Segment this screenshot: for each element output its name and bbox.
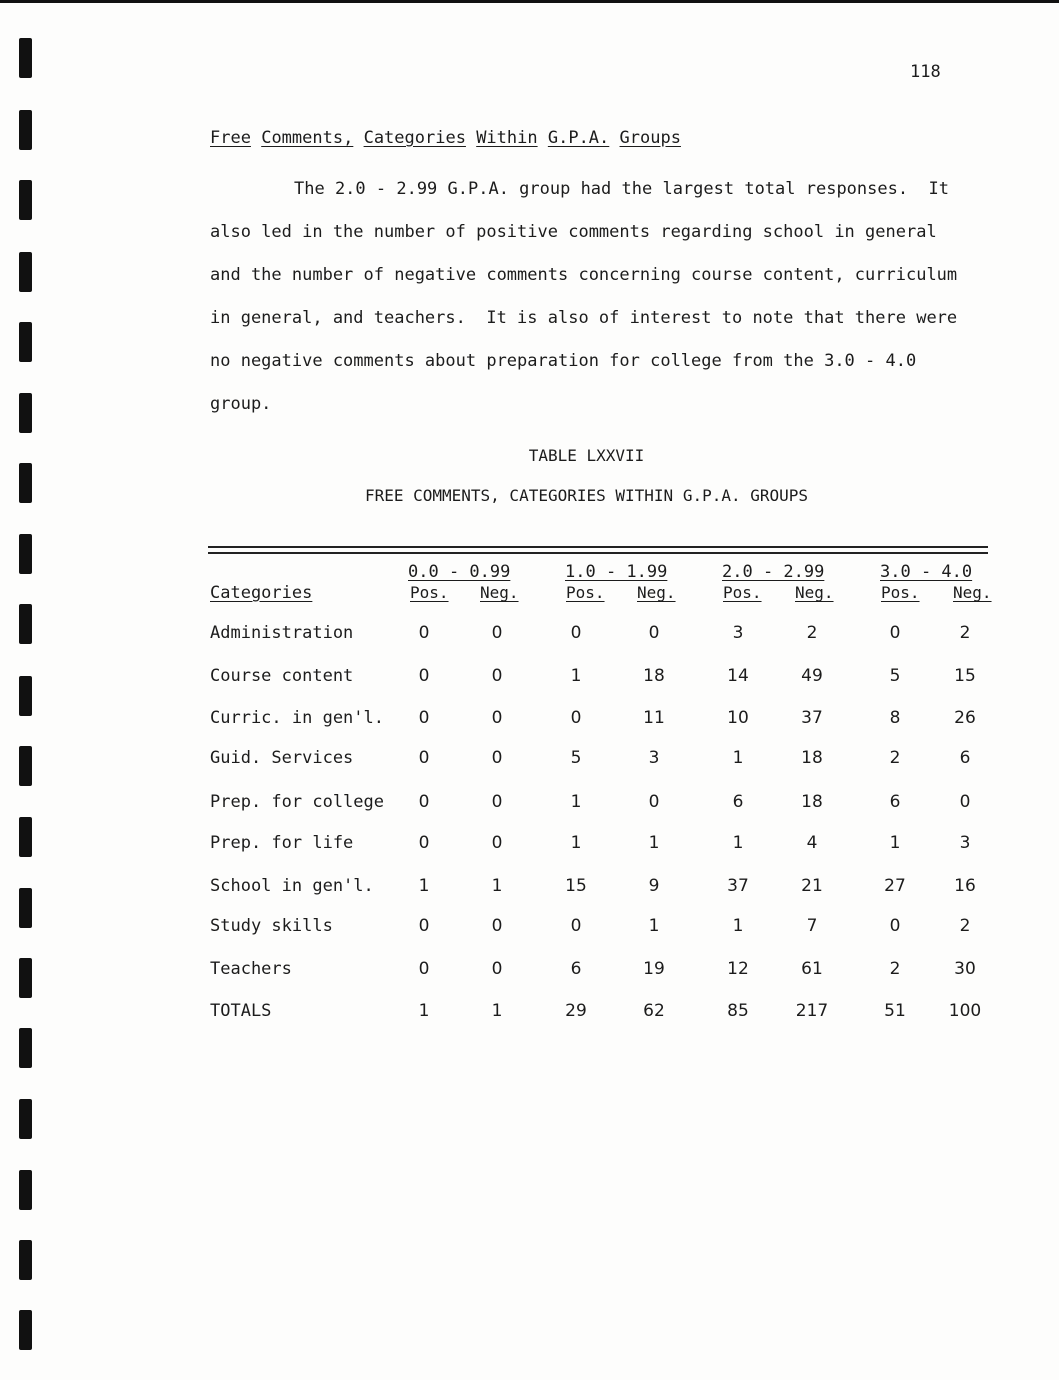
binding-hole (19, 1310, 32, 1350)
gpa-group-header: 2.0 - 2.99 (722, 562, 825, 582)
pos-subheader: Pos. (881, 583, 920, 602)
table-top-rule (208, 546, 988, 548)
gpa-group-header: 1.0 - 1.99 (565, 562, 668, 582)
cell-value: 0 (570, 623, 582, 643)
cell-value: 0 (418, 833, 430, 853)
row-category: TOTALS (210, 1001, 272, 1021)
table-row-totals (0, 1001, 1059, 1031)
cell-value: 7 (806, 916, 818, 936)
cell-value: 0 (491, 748, 503, 768)
cell-value: 1 (648, 916, 660, 936)
row-category: Teachers (210, 959, 292, 979)
cell-value: 15 (954, 666, 976, 686)
cell-value: 0 (570, 708, 582, 728)
cell-value: 8 (889, 708, 901, 728)
table-top-rule (208, 552, 988, 554)
cell-value: 0 (491, 666, 503, 686)
cell-value: 49 (801, 666, 823, 686)
cell-value: 0 (418, 748, 430, 768)
cell-value: 18 (643, 666, 665, 686)
cell-value: 0 (491, 833, 503, 853)
cell-value: 12 (727, 959, 749, 979)
paragraph-line: group. (210, 394, 272, 414)
gpa-group-header: 0.0 - 0.99 (408, 562, 511, 582)
paragraph-line: and the number of negative comments concerning course content, curriculum (210, 265, 958, 285)
row-category: Prep. for college (210, 792, 384, 812)
cell-value: 1 (491, 876, 503, 896)
table-row (0, 792, 1059, 822)
cell-value: 21 (801, 876, 823, 896)
row-category: Curric. in gen'l. (210, 708, 384, 728)
cell-value: 10 (727, 708, 749, 728)
cell-value: 14 (727, 666, 749, 686)
cell-value: 6 (732, 792, 744, 812)
cell-value: 3 (648, 748, 660, 768)
row-category: School in gen'l. (210, 876, 374, 896)
cell-value: 4 (806, 833, 818, 853)
row-category: Administration (210, 623, 354, 643)
table-row (0, 959, 1059, 989)
cell-value: 0 (418, 916, 430, 936)
cell-value: 85 (727, 1001, 749, 1021)
row-category: Course content (210, 666, 354, 686)
cell-value: 1 (732, 833, 744, 853)
table-row (0, 833, 1059, 863)
cell-value: 37 (801, 708, 823, 728)
cell-value: 5 (889, 666, 901, 686)
paragraph-line: in general, and teachers. It is also of interest to note that there were (210, 308, 958, 328)
binding-hole (19, 110, 32, 150)
neg-subheader: Neg. (480, 583, 519, 602)
table-row (0, 876, 1059, 906)
heading-word: G.P.A. (547, 128, 610, 148)
neg-subheader: Neg. (795, 583, 834, 602)
cell-value: 6 (959, 748, 971, 768)
cell-value: 26 (954, 708, 976, 728)
cell-value: 61 (801, 959, 823, 979)
cell-value: 0 (491, 708, 503, 728)
paragraph-line: no negative comments about preparation for college from the 3.0 - 4.0 (210, 351, 917, 371)
cell-value: 1 (732, 916, 744, 936)
heading-word: Groups (619, 128, 681, 148)
row-category: Prep. for life (210, 833, 354, 853)
table-title: FREE COMMENTS, CATEGORIES WITHIN G.P.A. GROUPS (364, 486, 809, 505)
cell-value: 1 (570, 833, 582, 853)
paragraph-line: also led in the number of positive comments regarding school in general (210, 222, 937, 242)
cell-value: 2 (959, 623, 971, 643)
cell-value: 1 (491, 1001, 503, 1021)
cell-value: 1 (570, 666, 582, 686)
cell-value: 62 (643, 1001, 665, 1021)
cell-value: 100 (948, 1001, 982, 1021)
cell-value: 51 (884, 1001, 906, 1021)
cell-value: 27 (884, 876, 906, 896)
cell-value: 0 (418, 623, 430, 643)
cell-value: 0 (418, 666, 430, 686)
pos-subheader: Pos. (566, 583, 605, 602)
page-number: 118 (910, 62, 941, 82)
cell-value: 0 (418, 708, 430, 728)
binding-hole (19, 1240, 32, 1280)
cell-value: 0 (648, 623, 660, 643)
cell-value: 0 (418, 792, 430, 812)
cell-value: 6 (570, 959, 582, 979)
cell-value: 5 (570, 748, 582, 768)
row-category: Study skills (210, 916, 333, 936)
cell-value: 30 (954, 959, 976, 979)
cell-value: 0 (491, 916, 503, 936)
cell-value: 0 (570, 916, 582, 936)
cell-value: 1 (889, 833, 901, 853)
gpa-group-header: 3.0 - 4.0 (880, 562, 973, 582)
table-row (0, 666, 1059, 696)
binding-hole (19, 1170, 32, 1210)
section-heading (210, 128, 681, 148)
row-category: Guid. Services (210, 748, 354, 768)
heading-word: Comments, (261, 128, 354, 148)
cell-value: 2 (889, 959, 901, 979)
cell-value: 1 (418, 876, 430, 896)
binding-hole (19, 322, 32, 362)
cell-value: 6 (889, 792, 901, 812)
cell-value: 15 (565, 876, 587, 896)
heading-word: Within (476, 128, 538, 148)
page-top-edge (0, 0, 1059, 3)
cell-value: 1 (732, 748, 744, 768)
cell-value: 0 (889, 916, 901, 936)
binding-hole (19, 180, 32, 220)
cell-value: 0 (889, 623, 901, 643)
table-row (0, 623, 1059, 653)
body-paragraph (210, 168, 990, 426)
cell-value: 9 (648, 876, 660, 896)
cell-value: 0 (491, 623, 503, 643)
table-number: TABLE LXXVII (528, 446, 645, 465)
cell-value: 16 (954, 876, 976, 896)
paragraph-line: The 2.0 - 2.99 G.P.A. group had the largest total responses. It (294, 179, 950, 199)
heading-word: Free (210, 128, 251, 148)
cell-value: 2 (959, 916, 971, 936)
cell-value: 0 (491, 959, 503, 979)
cell-value: 0 (418, 959, 430, 979)
heading-word: Categories (363, 128, 466, 148)
cell-value: 2 (889, 748, 901, 768)
neg-subheader: Neg. (953, 583, 992, 602)
table-row (0, 708, 1059, 738)
cell-value: 19 (643, 959, 665, 979)
cell-value: 1 (570, 792, 582, 812)
cell-value: 217 (795, 1001, 829, 1021)
binding-hole (19, 38, 32, 78)
cell-value: 0 (491, 792, 503, 812)
cell-value: 11 (643, 708, 665, 728)
cell-value: 3 (959, 833, 971, 853)
cell-value: 29 (565, 1001, 587, 1021)
binding-hole (19, 1099, 32, 1139)
cell-value: 18 (801, 748, 823, 768)
cell-value: 2 (806, 623, 818, 643)
neg-subheader: Neg. (637, 583, 676, 602)
cell-value: 1 (418, 1001, 430, 1021)
binding-hole (19, 252, 32, 292)
cell-value: 18 (801, 792, 823, 812)
pos-subheader: Pos. (723, 583, 762, 602)
categories-header: Categories (210, 583, 313, 603)
cell-value: 0 (648, 792, 660, 812)
cell-value: 37 (727, 876, 749, 896)
binding-hole (19, 534, 32, 574)
cell-value: 3 (732, 623, 744, 643)
table-row (0, 916, 1059, 946)
table-row (0, 748, 1059, 778)
binding-hole (19, 393, 32, 433)
binding-hole (19, 1028, 32, 1068)
cell-value: 1 (648, 833, 660, 853)
cell-value: 0 (959, 792, 971, 812)
pos-subheader: Pos. (410, 583, 449, 602)
